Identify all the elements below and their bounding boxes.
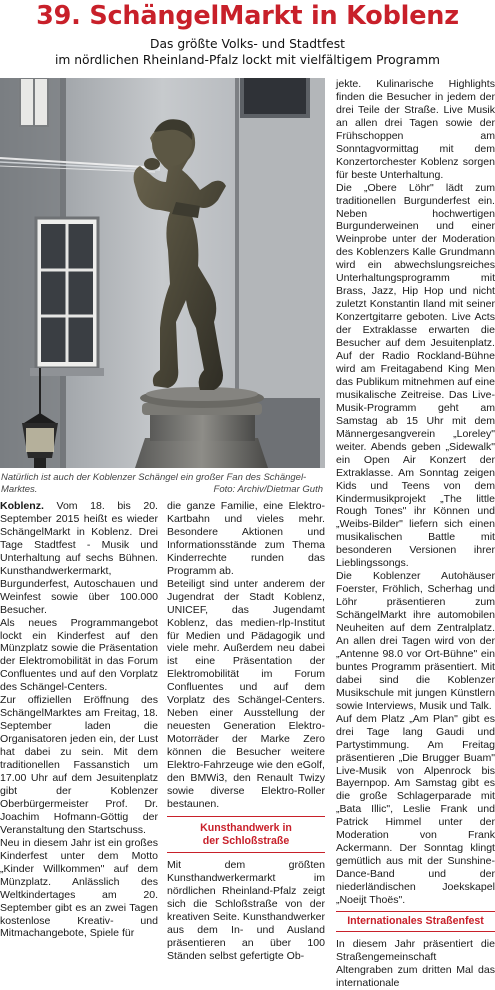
paragraph: Die „Obere Löhr" lädt zum traditionellen Burgunderfest ein. Neben hochwertigen Burgunderweinen und einer Weinprobe unter der Moderation des Koblenzers Kalle Grundmann wird ein abwechslungsreiches Unterhaltungsprogramm mit Brass, Jazz, Hip Hop und nicht zuletzt Konstantin Iland mit seiner Konzertgitarre geboten. Live Acts der Extraklasse erwarten die Besucher auf dem Jesuitenplatz. Auf der Radio Rockland-Bühne wird am Freitagabend King Men das Publikum mitnehmen auf eine musikalische Zeitreise. Das Live-Musik-Programm geht am Samstag ab 15 Uhr mit dem Männergesangverein „Loreley" weiter. Abends geben „Sidewalk" ein Open Air Konzert der Extraklasse. Am Sonntag zeigen Kids und Teens von dem Kindermusikprojekt „The little Rough Tones" ihr Können und „Weibs-Bilder" liefern sich einen musikalischen Battle mit besonderen Versionen ihrer Lieblingssongs.: [336, 181, 495, 570]
dateline: Koblenz.: [0, 500, 44, 512]
paragraph-text: Vom 18. bis 20. September 2015 heißt es wieder SchängelMarkt in Koblenz. Drei Tage Stadtfest - Musik und Unterhaltung auf sechs Bühnen. Kunsthandwerkermarkt, Burgunderfest, Autoschauen und Weinfest sowie über 100.000 Besucher.: [0, 500, 158, 616]
caption-line-2: Marktes.: [1, 484, 38, 495]
divider: [336, 911, 495, 912]
article-column-3: [336, 78, 495, 990]
article-column-1: [0, 500, 158, 940]
section-heading: Internationales Straßenfest: [347, 915, 484, 927]
section-heading: [167, 822, 325, 848]
section-heading-line-2: der Schloßstraße: [202, 834, 290, 847]
section-heading-line-1: Kunsthandwerk in: [200, 821, 292, 834]
paragraph: Die Koblenzer Autohäuser Foerster, Fröhlich, Scherhag und Löhr präsentieren zum SchängelMarkt ihre automobilen Neuheiten auf dem Zentralplatz. An allen drei Tagen wird von der „Antenne 98.0 vor Ort-Bühne" ein buntes Programm präsentiert. Mit dabei sind die Koblenzer Musikschule mit jungen Künstlern sowie Interviews, Musik und Talk.: [336, 570, 495, 712]
photo-caption: [1, 472, 323, 496]
paragraph: Beteiligt sind unter anderem der Jugendrat der Stadt Koblenz, UNICEF, das Jugendamt Koblenz, das medien-rlp-Institut für Medien und Pädagogik und viele mehr. Außerdem neu dabei ist eine Präsentation der Elektromobilität im Forum Confluentes und auf dem Vorplatz des Schängel-Centers. Neben einer Ausstellung der neuesten Generation Elektro-Motorräder der Marke Zero können die Besucher weitere Elektro-Fahrzeuge wie den eGolf, den BMWi3, den Renault Twizy sowie diverse Elektro-Roller bestaunen.: [167, 577, 325, 810]
paragraph: [0, 500, 158, 617]
paragraph: In diesem Jahr präsentiert die Straßengemeinschaft Altengraben zum dritten Mal das internationale: [336, 938, 495, 989]
divider: [167, 852, 325, 853]
paragraph: jekte. Kulinarische Highlights finden die Besucher in jedem der drei Teile der Straße. Live Musik an allen drei Tagen sowie der Frühschoppen am Sonntagvormittag mit dem Konzertorchester Koblenz sorgen für beste Unterhaltung.: [336, 78, 495, 181]
paragraph: die ganze Familie, eine Elektro-Kartbahn und vieles mehr. Besondere Aktionen und Informationsstände zum Thema Kinderrechte runden das Programm ab.: [167, 500, 325, 577]
subheadline-line-2: im nördlichen Rheinland-Pfalz lockt mit vielfältigem Programm: [54, 53, 441, 67]
headline: 39. SchängelMarkt in Koblenz: [36, 1, 459, 31]
paragraph: Mit dem größten Kunsthandwerkermarkt im nördlichen Rheinland-Pfalz zeigt sich die Schloßstraße von der kreativen Seite. Kunsthandwerker aus dem In- und Ausland präsentieren an über 100 Ständen selbst gefertigte Ob-: [167, 858, 325, 962]
paragraph: Auf dem Platz „Am Plan" gibt es drei Tage lang Gaudi und Partystimmung. Am Freitag präsentieren „Die Brugger Buam" Live-Musik von Alpenrock bis Bayernpop. Am Samstag gibt es die große Schlagerparade mit „Bata Illic", Leslie Frank und Patrick Himmel unter der Moderation von Frank Ackermann. Der Sonntag klingt gemütlich aus mit der Sunshine-Dance-Band und der niederländischen Joekskapel „Noeijt Thoës".: [336, 712, 495, 907]
schaengel-fountain-photo: [0, 78, 325, 468]
paragraph: Zur offiziellen Eröffnung des SchängelMarktes am Freitag, 18. September laden die Organisatoren jeden ein, der Lust hat dabei zu sein. Mit dem traditionellen Fassanstich um 17.00 Uhr auf dem Jesuitenplatz gibt der Koblenzer Oberbürgermeister Prof. Dr. Joachim Hofmann-Göttig der Veranstaltung den Startschuss.: [0, 694, 158, 836]
article-column-2: [167, 500, 325, 963]
caption-line-1: Natürlich ist auch der Koblenzer Schängel ein großer Fan des Schängel-: [1, 472, 307, 483]
paragraph: Neu in diesem Jahr ist ein großes Kinderfest unter dem Motto „Kinder Willkommen" auf dem Münzplatz. Anlässlich des Weltkindertages am 20. September gibt es an zwei Tagen kostenlose Kreativ- und Mitmachangebote, Spiele für: [0, 836, 158, 940]
divider: [167, 816, 325, 817]
paragraph: Als neues Programmangebot lockt ein Kinderfest auf den Münzplatz sowie die Präsentation der Elektromobilität in das Forum Confluentes und auf den Vorplatz des Schängel-Centers.: [0, 616, 158, 694]
subheadline: [0, 36, 495, 68]
subheadline-line-1: Das größte Volks- und Stadtfest: [150, 37, 345, 51]
photo-credit: Foto: Archiv/Dietmar Guth: [213, 484, 323, 495]
